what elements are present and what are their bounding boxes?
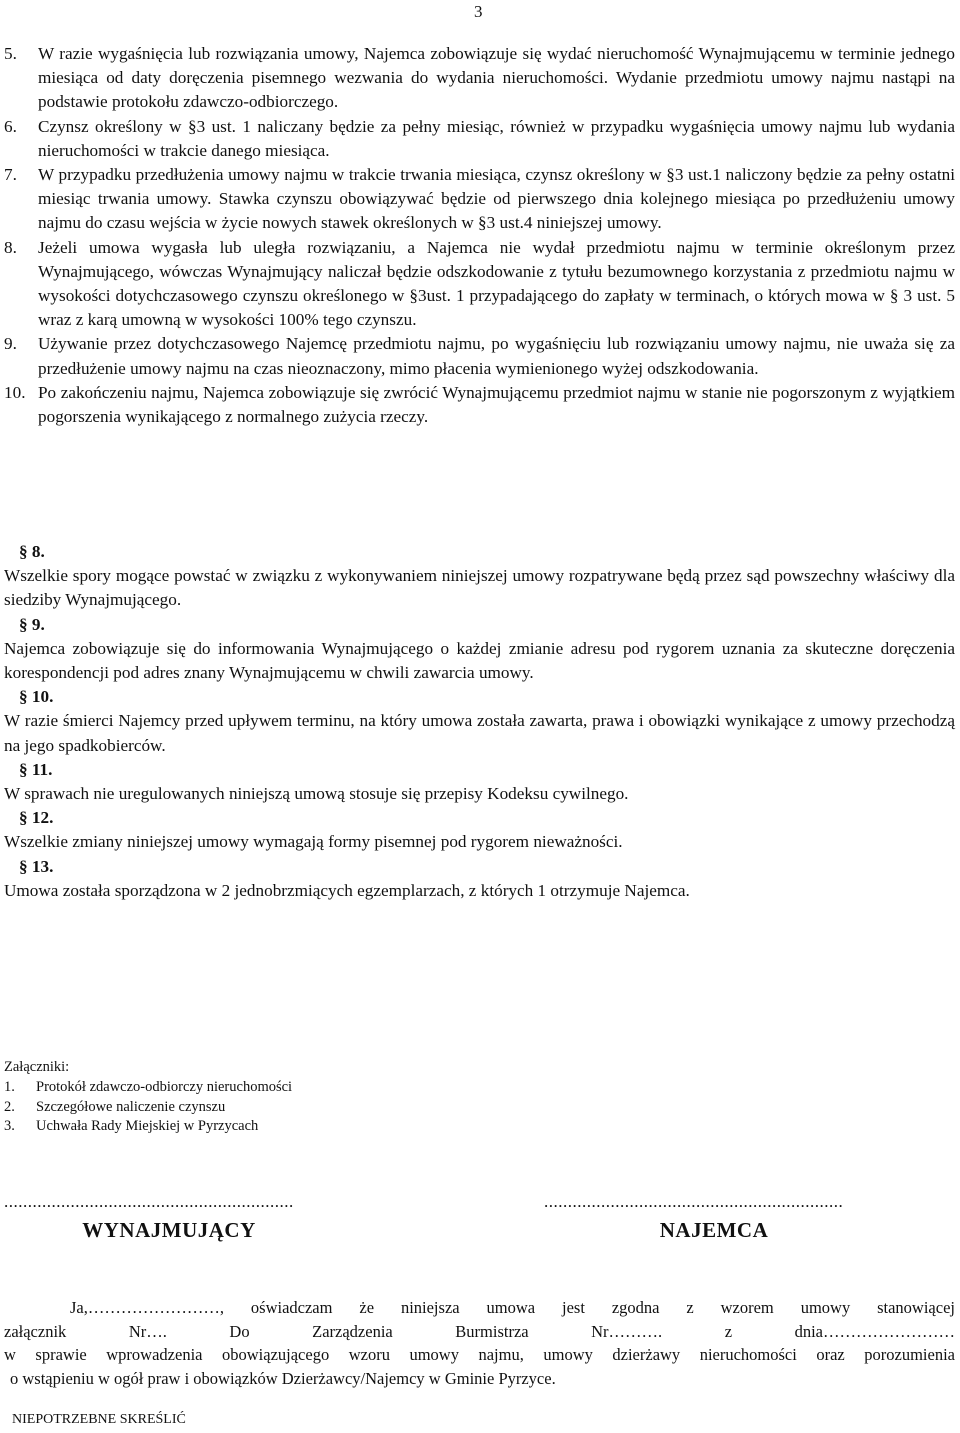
declaration-line: załącznik Nr…. Do Zarządzenia Burmistrza Nr………. z dnia…………………… <box>4 1321 955 1341</box>
signature-line: ............................................................... <box>544 1192 844 1211</box>
section-heading: § 13. <box>19 856 54 876</box>
clause-text: Używanie przez dotychczasowego Najemcę przedmiotu najmu, po wygaśnięciu lub rozwiązaniu umowy najmu, nie uważa się za przedłużenie umowy najmu na czas nieoznaczony, mimo płacenia wymienionego wyżej odszkodowania. <box>38 334 955 378</box>
section-heading: § 12. <box>19 808 54 828</box>
clause-number: 8. <box>4 237 17 257</box>
attachment-text: Protokół zdawczo-odbiorczy nieruchomości <box>36 1078 293 1095</box>
section-9 <box>4 613 955 686</box>
declaration-line: o wstąpieniu w ogół praw i obowiązków Dzierżawcy/Najemcy w Gminie Pyrzyce. <box>10 1368 556 1388</box>
clause-number: 10. <box>4 382 26 402</box>
tenant-label: NAJEMCA <box>659 1218 769 1242</box>
clause-text: Po zakończeniu najmu, Najemca zobowiązuje się zwrócić Wynajmującemu przedmiot najmu w stanie nie pogorszonym z wyjątkiem pogorszenia wynikającego z normalnego zużycia rzeczy. <box>38 382 955 427</box>
section-11 <box>4 758 955 806</box>
section-heading: § 9. <box>19 614 45 634</box>
clause-9 <box>4 332 955 380</box>
section-text: W razie śmierci Najemcy przed upływem terminu, na który umowa została zawarta, prawa i obowiązki wynikające z umowy przechodzą na jego spadkobierców. <box>4 711 955 755</box>
section-12 <box>4 806 955 854</box>
attachment-text: Szczegółowe naliczenie czynszu <box>36 1098 226 1115</box>
clause-text: Czynsz określony w §3 ust. 1 naliczany będzie za pełny miesiąc, również w przypadku wygaśnięcia umowy najmu lub wydania nieruchomości w trakcie danego miesiąca. <box>38 116 955 160</box>
attachments-list <box>4 1058 292 1137</box>
footer-note: NIEPOTRZEBNE SKREŚLIĆ <box>12 1412 186 1427</box>
tenant-signature <box>544 1192 884 1243</box>
declaration-line: Ja,……………………, oświadczam że niniejsza umowa jest zgodna z wzorem umowy stanowiącej <box>70 1298 955 1317</box>
clause-number: 5. <box>4 44 17 63</box>
clause-6 <box>4 115 955 163</box>
landlord-label: WYNAJMUJĄCY <box>82 1218 256 1242</box>
section-heading: § 11. <box>19 759 53 779</box>
clause-number: 7. <box>4 165 17 185</box>
attachment-number: 3. <box>4 1118 15 1135</box>
clause-number: 9. <box>4 334 17 354</box>
section-text: Umowa została sporządzona w 2 jednobrzmiących egzemplarzach, z których 1 otrzymuje Najemca. <box>4 880 690 900</box>
section-text: W sprawach nie uregulowanych niniejszą umową stosuje się przepisy Kodeksu cywilnego. <box>4 784 629 804</box>
clause-text: Jeżeli umowa wygasła lub uległa rozwiązaniu, a Najemca nie wydał przedmiotu najmu w terminie określonym przez Wynajmującego, wówczas Wynajmujący naliczał będzie odszkodowanie z tytułu bezumownego korzystania z przedmiotu najmu w wysokości dotychczasowego czynszu określonego w §3ust. 1 przypadającego do zapłaty w terminach, o których mowa w § 3 ust. 5 wraz z karą umowną w wysokości 100% tego czynszu. <box>38 237 955 330</box>
section-heading: § 10. <box>19 687 54 707</box>
clause-number: 6. <box>4 116 17 136</box>
section-text: Wszelkie spory mogące powstać w związku z wykonywaniem niniejszej umowy rozpatrywane będą przez sąd powszechny właściwy dla siedziby Wynajmującego. <box>4 566 955 610</box>
declaration <box>4 1296 955 1390</box>
attachments-title: Załączniki: <box>4 1059 70 1075</box>
section-heading: § 8. <box>19 542 45 561</box>
attachment-item <box>4 1078 292 1098</box>
declaration-line: w sprawie wprowadzenia obowiązującego wzoru umowy najmu, umowy dzierżawy nieruchomości oraz porozumienia <box>4 1345 955 1364</box>
attachment-number: 2. <box>4 1098 15 1115</box>
section-10 <box>4 685 955 758</box>
attachment-item <box>4 1117 292 1137</box>
paragraph-sections <box>4 540 955 903</box>
section-text: Najemca zobowiązuje się do informowania Wynajmującego o każdej zmianie adresu pod rygorem uznania za skuteczne doręczenia korespondencji pod adres znany Wynajmującemu w chwili zawarcia umowy. <box>4 638 955 683</box>
clause-5 <box>4 42 955 115</box>
signature-line: ............................................................. <box>4 1192 294 1211</box>
attachment-item <box>4 1098 292 1118</box>
section-text: Wszelkie zmiany niniejszej umowy wymagają formy pisemnej pod rygorem nieważności. <box>4 832 623 852</box>
attachment-text: Uchwała Rady Miejskiej w Pyrzycach <box>36 1118 259 1135</box>
landlord-signature <box>4 1192 334 1243</box>
clause-7 <box>4 163 955 236</box>
clause-10 <box>4 381 955 429</box>
section-13 <box>4 855 955 903</box>
attachment-number: 1. <box>4 1078 15 1095</box>
clause-text: W przypadku przedłużenia umowy najmu w trakcie trwania miesiąca, czynsz określony w §3 ust.1 naliczony będzie za pełny ostatni miesiąc trwania umowy. Stawka czynszu obowiązywać będzie od pierwszego dnia kolejnego miesiąca po przedłużeniu umowy najmu do czasu wejścia w życie nowych stawek określonych w §3 ust.4 niniejszej umowy. <box>38 165 955 233</box>
numbered-clauses <box>4 42 955 429</box>
section-8 <box>4 540 955 613</box>
clause-8 <box>4 236 955 333</box>
page-number: 3 <box>474 2 483 21</box>
clause-text: W razie wygaśnięcia lub rozwiązania umowy, Najemca zobowiązuje się wydać nieruchomość Wynajmującemu w terminie jednego miesiąca od daty doręczenia pisemnego wezwania do wydania nieruchomości. Wydanie przedmiotu umowy najmu nastąpi na podstawie protokołu zdawczo-odbiorczego. <box>38 44 955 112</box>
